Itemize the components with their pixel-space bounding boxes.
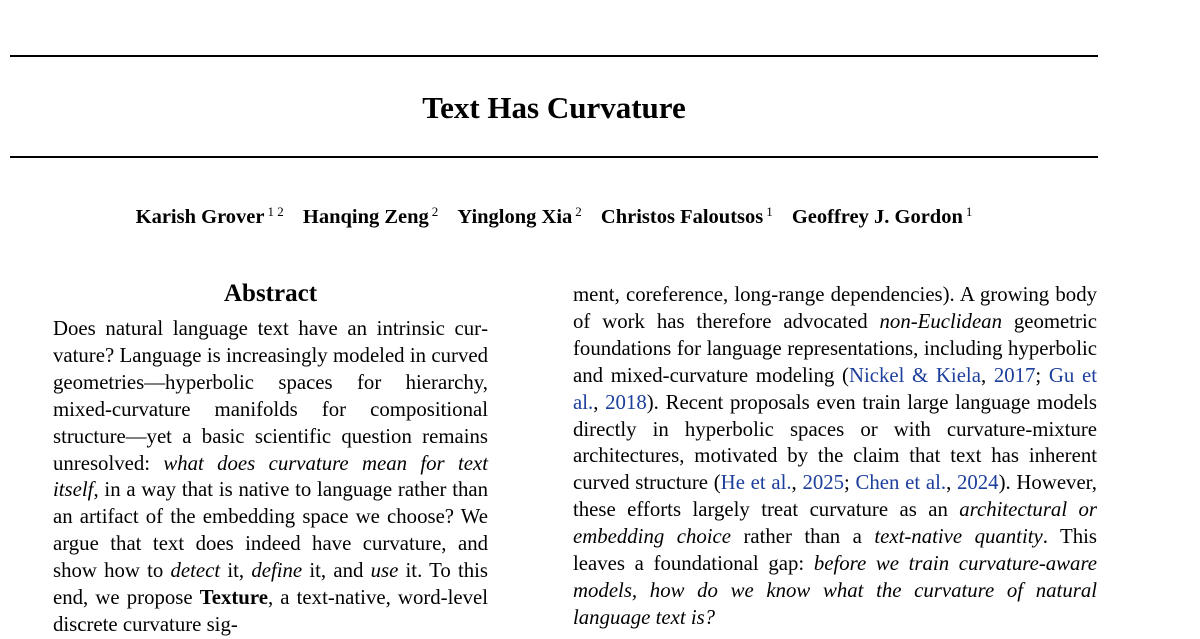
citation-link-2025[interactable]: 2025 <box>802 471 845 495</box>
title-bottom-rule <box>10 156 1098 158</box>
introduction-body: ment, coreference, long-range dependencies). A growing body of work has therefore advocated non-Euclidean geometric foundations for language representations, including hyperbolic and mixed-curvature modeling (Nickel & Kiela, 2017; Gu et al., 2018). Recent proposals even train large language models directly in hyperbolic spaces or with curvature-mixture architectures, motivated by the claim that text has inherent curved structure (He et al., 2025; Chen et al., 2024). However, these efforts largely treat curvature as an architectural or embedding choice rather than a text-native quantity. This leaves a foundational gap: before we train curvature-aware models, how do we know what the curvature of natural language text is? <box>573 283 1098 629</box>
abstract-body: Does natural language text have an intrinsic curvature? Language is increasingly modeled in curved geometries—hyperbolic spaces for hierarchy, mixed-curvature manifolds for compositional structure—yet a basic scientific question remains unresolved: what does curvature mean for text itself, in a way that is native to language rather than an artifact of the embedding space we choose? We argue that text does indeed have curvature, and show how to detect it, define it, and use it. To this end, we propose Texture, a text-native, word-level discrete curvature sig- <box>53 317 489 636</box>
method-name: Texture <box>199 586 268 610</box>
author-karish-grover: Karish Grover $^{1 2}$ <box>135 204 284 228</box>
citation-link-2024[interactable]: 2024 <box>956 471 999 495</box>
author-affiliation: 1 <box>965 204 973 219</box>
author-affiliation: 2 <box>431 204 439 219</box>
author-affiliation: 1 2 <box>267 204 284 219</box>
author-list <box>10 203 1098 231</box>
author-christos-faloutsos: Christos Faloutsos $^1$ <box>600 204 773 228</box>
citation-link-nickel-kiela[interactable]: Nickel & Kiela <box>848 363 981 387</box>
author-affiliation: 2 <box>575 204 582 219</box>
citation-link-2017[interactable]: 2017 <box>993 363 1036 387</box>
paper-title: Text Has Curvature <box>422 90 686 125</box>
citation-link-he-et-al[interactable]: He et al. <box>720 471 792 495</box>
abstract-heading: Abstract <box>223 280 318 307</box>
citation-link-2018[interactable]: 2018 <box>605 390 647 414</box>
author-geoffrey-gordon: Geoffrey J. Gordon $^1$ <box>791 204 973 228</box>
author-affiliation: 1 <box>766 204 773 219</box>
citation-link-gu-et-al[interactable]: Gu et al. <box>573 363 1097 414</box>
title-top-rule <box>10 55 1098 57</box>
author-yinglong-xia: Yinglong Xia $^2$ <box>457 204 582 228</box>
author-hanqing-zeng: Hanqing Zeng $^2$ <box>302 204 439 228</box>
citation-link-chen-et-al[interactable]: Chen et al. <box>855 471 947 495</box>
